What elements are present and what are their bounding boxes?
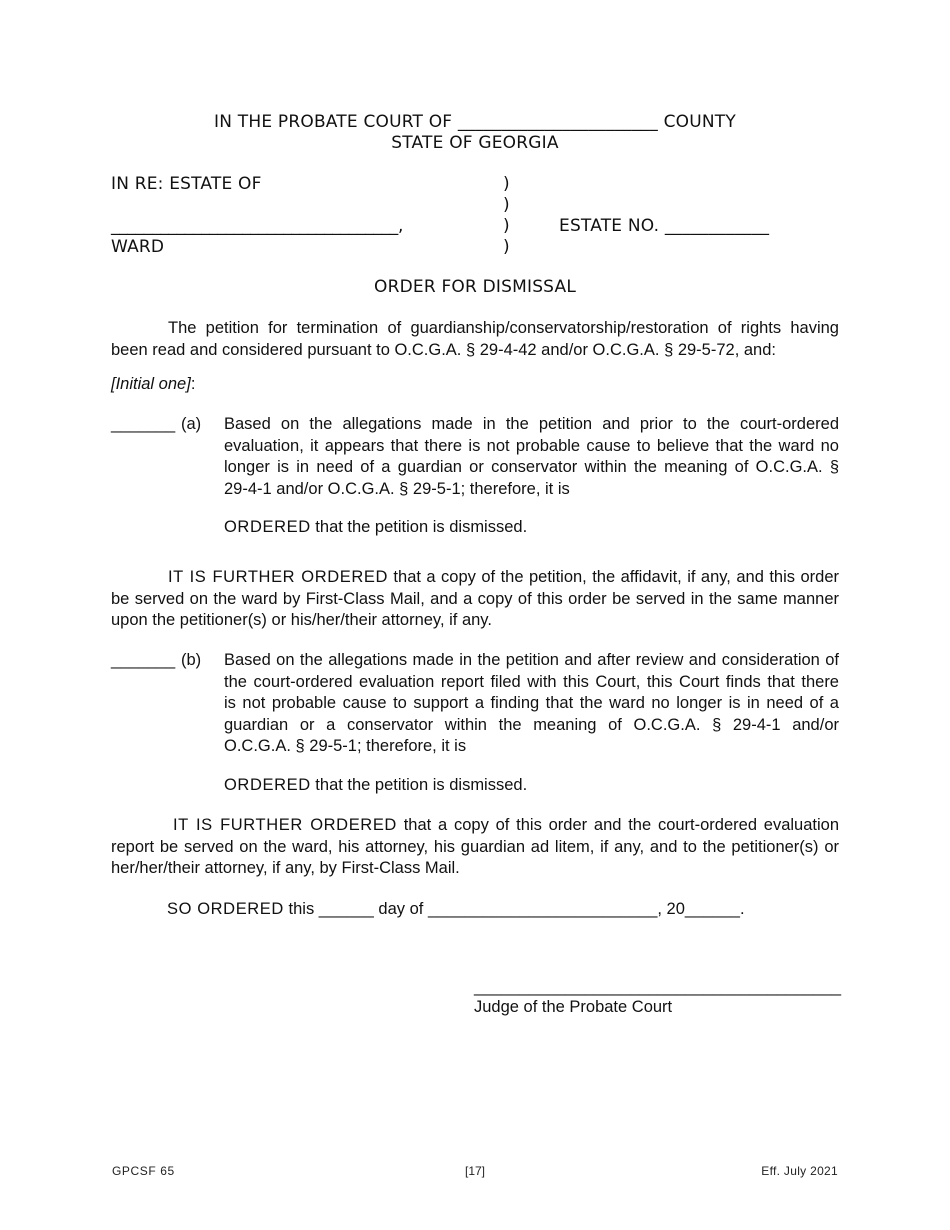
initial-one-colon: : bbox=[190, 375, 196, 393]
intro-line: been read and considered pursuant to O.C.G.A. § 29-4-42 and/or O.C.G.A. § 29-5-72, and: bbox=[111, 340, 776, 359]
state-heading bbox=[0, 133, 950, 153]
option-b-line: is not probable cause to support a finding that the ward no longer is in need of a bbox=[224, 694, 839, 712]
option-b-label: (b) bbox=[181, 651, 202, 669]
initial-one-text: [Initial one] bbox=[111, 375, 191, 393]
ordered-word: ORDERED bbox=[224, 518, 311, 536]
option-b-line: the court-ordered evaluation report filed with this Court, this Court finds that there bbox=[224, 672, 839, 691]
so-ordered-date: this ______ day of _________________________, 20______. bbox=[283, 900, 745, 918]
option-a-line: 29-4-1 and/or O.C.G.A. § 29-5-1; therefore, it is bbox=[224, 479, 570, 498]
judge-signature-caption: Judge of the Probate Court bbox=[474, 998, 673, 1016]
order-title-text: ORDER FOR DISMISSAL bbox=[374, 277, 576, 297]
option-b-ordered bbox=[224, 775, 527, 797]
option-a-label: (a) bbox=[181, 415, 202, 433]
footer-effective-date: Eff. July 2021 bbox=[761, 1164, 838, 1178]
further-a-line bbox=[111, 567, 839, 589]
caption-paren: ) bbox=[503, 216, 510, 236]
further-a-line: upon the petitioner(s) or his/her/their attorney, if any. bbox=[111, 611, 492, 629]
intro-paragraph bbox=[111, 318, 839, 361]
option-a-initial-blank: _______ bbox=[111, 415, 176, 433]
court-heading bbox=[0, 112, 950, 132]
ward-name-blank: ___________________________________, bbox=[111, 216, 404, 236]
further-b-line bbox=[111, 815, 839, 837]
further-b-line: her/her/their attorney, if any, by First-Class Mail. bbox=[111, 859, 460, 877]
further-b-line1-rest: that a copy of this order and the court-ordered evaluation bbox=[396, 816, 839, 834]
so-ordered-lead: SO ORDERED bbox=[167, 900, 284, 918]
judge-signature-line: ________________________________________ bbox=[474, 978, 842, 996]
option-a-line: evaluation, it appears that there is not probable cause to believe that the ward no bbox=[224, 436, 839, 455]
ward-label: WARD bbox=[111, 237, 165, 257]
option-b-text bbox=[224, 650, 839, 758]
so-ordered-line bbox=[167, 899, 745, 921]
estate-number: ESTATE NO. ____________ bbox=[559, 216, 770, 236]
ordered-rest: that the petition is dismissed. bbox=[310, 518, 528, 536]
further-b-line: report be served on the ward, his attorney, his guardian ad litem, if any, and to the petitioner(s) or bbox=[111, 837, 839, 856]
further-ordered-b bbox=[111, 815, 839, 880]
option-b-initial-blank: _______ bbox=[111, 651, 176, 669]
initial-one-instruction bbox=[111, 374, 195, 396]
option-b-line: guardian or a conservator within the meaning of O.C.G.A. § 29-4-1 and/or bbox=[224, 715, 839, 734]
option-a-text bbox=[224, 414, 839, 500]
further-ordered-a bbox=[111, 567, 839, 632]
ordered-rest: that the petition is dismissed. bbox=[310, 776, 528, 794]
footer-page-number: [17] bbox=[464, 1164, 485, 1178]
footer-form-id: GPCSF 65 bbox=[112, 1164, 175, 1178]
court-line: IN THE PROBATE COURT OF _______________________ COUNTY bbox=[214, 112, 736, 132]
option-a-line: longer is in need of a guardian or conservator within the meaning of O.C.G.A. § bbox=[224, 458, 839, 476]
in-re-label: IN RE: ESTATE OF bbox=[111, 174, 262, 194]
state-line: STATE OF GEORGIA bbox=[391, 133, 559, 153]
caption-paren: ) bbox=[503, 195, 510, 215]
option-a-ordered bbox=[224, 517, 527, 539]
intro-line: The petition for termination of guardianship/conservatorship/restoration of rights having bbox=[168, 319, 839, 337]
caption-paren: ) bbox=[503, 174, 510, 194]
further-a-line: be served on the ward by First-Class Mail, and a copy of this order be served in the same manner bbox=[111, 589, 839, 608]
option-b-line: O.C.G.A. § 29-5-1; therefore, it is bbox=[224, 737, 467, 755]
further-ordered-lead: IT IS FURTHER ORDERED bbox=[168, 568, 388, 586]
ordered-word: ORDERED bbox=[224, 776, 311, 794]
option-a-line: Based on the allegations made in the petition and prior to the court-ordered bbox=[224, 415, 839, 433]
caption-paren: ) bbox=[503, 237, 510, 257]
further-a-line1-rest: that a copy of the petition, the affidavit, if any, and this order bbox=[387, 568, 839, 586]
further-ordered-lead: IT IS FURTHER ORDERED bbox=[173, 816, 397, 834]
order-title bbox=[0, 277, 950, 297]
option-b-line: Based on the allegations made in the petition and after review and consideration of bbox=[224, 651, 839, 669]
